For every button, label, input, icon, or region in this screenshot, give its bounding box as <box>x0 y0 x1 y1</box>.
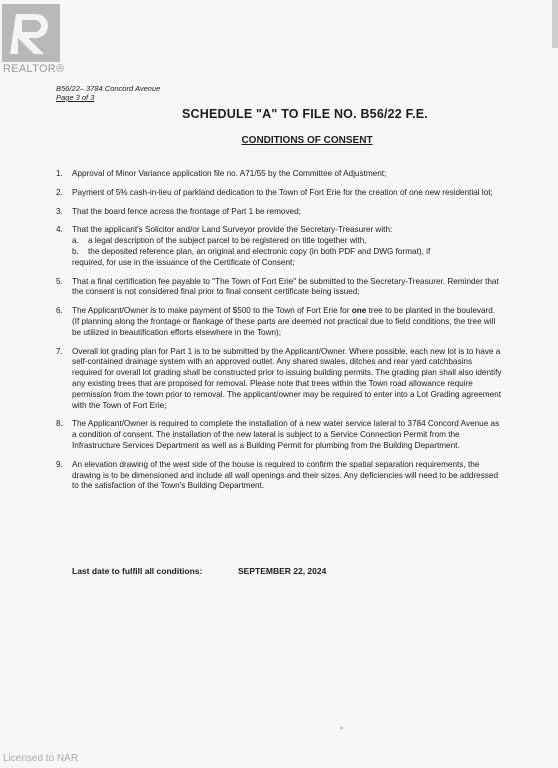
realtor-brand-text: REALTOR® <box>3 63 65 75</box>
condition-text: tree to be planted in the boulevard. (If planning along the frontage or flankage of these parts are deemed not practical due to field conditions, the tree will be utilized in beautification efforts elsewhere in the Town); <box>72 306 496 337</box>
file-reference: B56/22– 3784 Concord Avenue <box>56 84 161 93</box>
scan-edge <box>552 0 558 48</box>
condition-item <box>56 207 502 218</box>
condition-number: 5. <box>56 276 63 286</box>
sub-item <box>72 247 502 258</box>
deadline-line <box>72 566 327 576</box>
condition-item <box>56 460 502 492</box>
condition-item <box>56 347 502 412</box>
section-heading: CONDITIONS OF CONSENT <box>241 135 373 146</box>
sub-item-text: a legal description of the subject parcel to be registered on title together with, <box>88 236 367 246</box>
conditions-list <box>56 169 502 500</box>
condition-text: That a final certification fee payable to "The Town of Fort Erie" be submitted to the Secretary-Treasurer. Reminder that the consent is not considered final prior to final consent certificate being issued; <box>72 276 499 297</box>
condition-number: 4. <box>56 225 63 235</box>
condition-text: That the board fence across the frontage of Part 1 be removed; <box>72 206 301 216</box>
condition-item <box>56 188 502 199</box>
sub-item-letter: b. <box>72 246 79 256</box>
condition-item <box>56 169 502 180</box>
condition-number: 2. <box>56 187 63 197</box>
sub-item-text: the deposited reference plan, an original and electronic copy (in both PDF and DWG format), if <box>88 246 431 256</box>
condition-text: The Applicant/Owner is to make payment of $500 to the Town of Fort Erie for <box>72 306 352 316</box>
license-footer: Licensed to NAR <box>3 753 79 764</box>
realtor-logo-icon <box>2 4 60 62</box>
condition-text: The Applicant/Owner is required to complete the installation of a new water service lateral to 3784 Concord Avenue as a condition of consent. The installation of the new lateral is subject to a Service Connection Permit from the Infrastructure Services Department as well as a Building Permit for plumbing from the Building Department. <box>72 419 500 450</box>
condition-number: 1. <box>56 169 63 178</box>
condition-number: 3. <box>56 206 63 216</box>
condition-number: 8. <box>56 419 63 429</box>
scan-speck <box>340 727 343 729</box>
condition-text: That the applicant's Solicitor and/or Land Surveyor provide the Secretary-Treasurer with: <box>72 225 393 235</box>
condition-emphasis: one <box>351 306 367 316</box>
condition-text: An elevation drawing of the west side of the house is required to confirm the spatial separation requirements, the drawing is to be dimensioned and include all wall openings and their sizes. Any deficiencies will need to be addressed to the satisfaction of the Town's Building Department. <box>72 459 499 491</box>
condition-number: 6. <box>56 306 63 316</box>
condition-number: 7. <box>56 346 63 356</box>
sub-item-continuation: required, for use in the issuance of the Certificate of Consent; <box>72 257 295 267</box>
sub-item-letter: a. <box>72 236 79 246</box>
condition-number: 9. <box>56 459 63 469</box>
page-title: SCHEDULE "A" TO FILE NO. B56/22 F.E. <box>182 107 428 121</box>
condition-item <box>56 277 502 299</box>
sub-item <box>72 236 502 247</box>
page-number: Page 3 of 3 <box>56 93 95 102</box>
condition-item <box>56 419 502 451</box>
condition-item <box>56 225 502 268</box>
condition-text: Overall lot grading plan for Part 1 is to be submitted by the Applicant/Owner. Where possible, each new lot is to have a self-contained drainage system with an approved outlet. Any shared swales, ditches and rear yard catchbasins required for overall lot grading shall be constructed prior to issuing building permits. The grading plan shall also identify any existing trees that are proposed for removal. Please note that trees within the Town road allowance require permission from the town prior to removal. The applicant/owner may be required to enter into a Lot Grading agreement with the Town of Fort Erie; <box>72 346 502 410</box>
condition-text: Payment of 5% cash-in-lieu of parkland dedication to the Town of Fort Erie for the creation of one new residential lot; <box>72 187 493 197</box>
deadline-label: Last date to fulfill all conditions: <box>72 566 203 576</box>
condition-text: Approval of Minor Variance application file no. A71/55 by the Committee of Adjustment; <box>72 169 387 178</box>
deadline-date: SEPTEMBER 22, 2024 <box>238 566 327 576</box>
condition-item <box>56 306 502 338</box>
